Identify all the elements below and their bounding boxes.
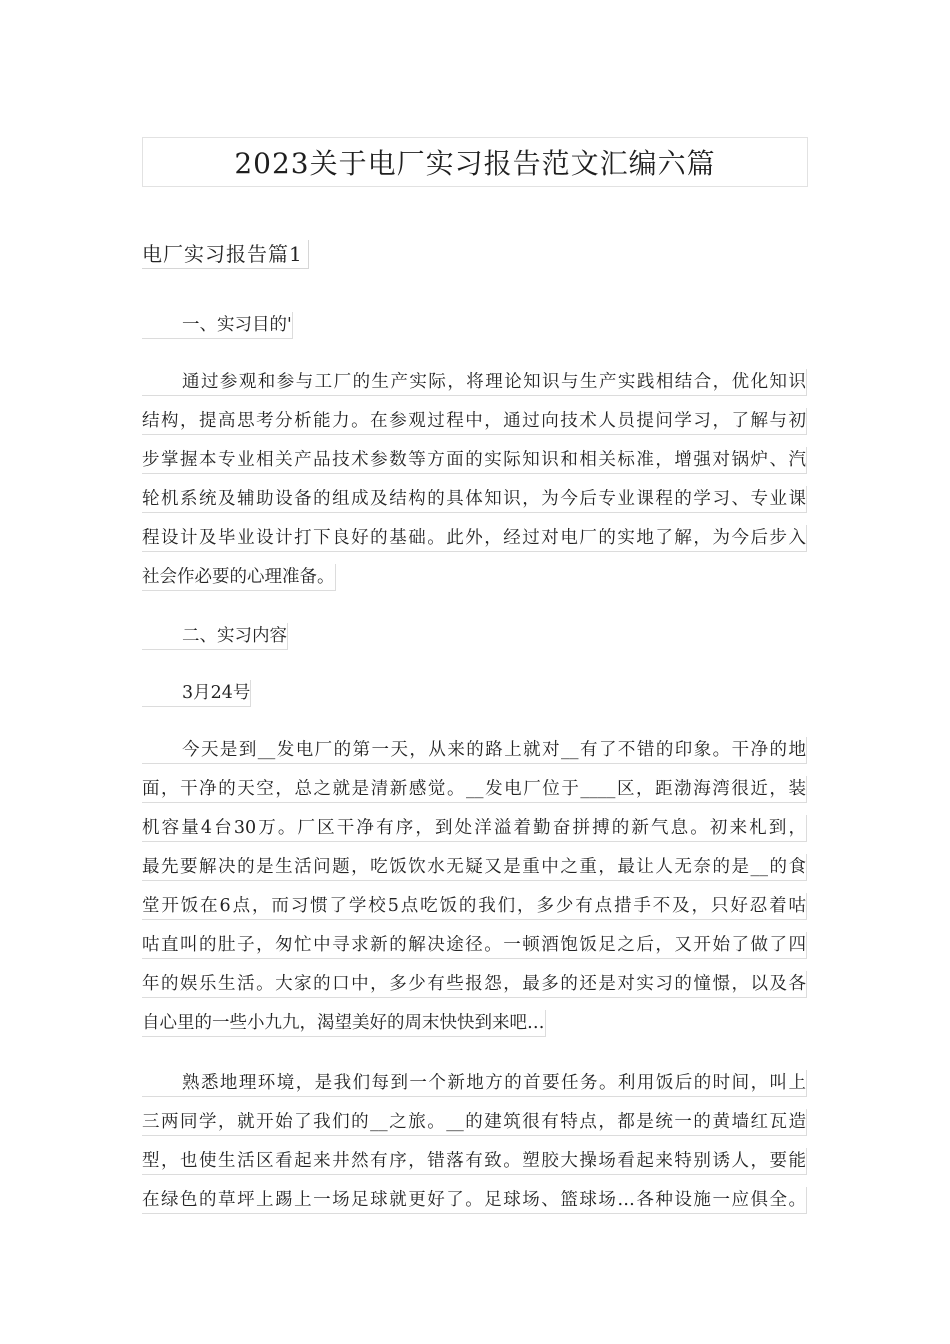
- env-line: 三两同学，就开始了我们的__之旅。__的建筑很有特点，都是统一的黄墙红瓦造: [142, 1109, 807, 1136]
- day1-line: 自心里的一些小九九，渴望美好的周末快快到来吧…: [142, 1010, 546, 1037]
- purpose-line: 结构，提高思考分析能力。在参观过程中，通过向技术人员提问学习，了解与初: [142, 408, 807, 435]
- day1-line: 咕直叫的肚子，匆忙中寻求新的解决途径。一顿酒饱饭足之后，又开始了做了四: [142, 932, 807, 959]
- document-title: 2023关于电厂实习报告范文汇编六篇: [234, 147, 716, 180]
- day1-line: 面，干净的天空，总之就是清新感觉。__发电厂位于____区，距渤海湾很近，装: [142, 776, 807, 803]
- date-heading: 3月24号: [142, 680, 251, 707]
- day1-line: 机容量4台30万。厂区干净有序，到处洋溢着勤奋拼搏的新气息。初来札到，: [142, 815, 807, 842]
- section-heading: 电厂实习报告篇1: [142, 240, 309, 269]
- env-line: 型，也使生活区看起来井然有序，错落有致。塑胶大操场看起来特别诱人，要能: [142, 1148, 807, 1175]
- purpose-line: 社会作必要的心理准备。: [142, 564, 336, 591]
- purpose-line: 通过参观和参与工厂的生产实际，将理论知识与生产实践相结合，优化知识: [142, 369, 807, 396]
- purpose-line: 步掌握本专业相关产品技术参数等方面的实际知识和相关标准，增强对锅炉、汽: [142, 447, 807, 474]
- title-box: [142, 137, 808, 187]
- env-line: 熟悉地理环境，是我们每到一个新地方的首要任务。利用饭后的时间，叫上: [142, 1070, 807, 1097]
- day1-line: 今天是到__发电厂的第一天，从来的路上就对__有了不错的印象。干净的地: [142, 737, 807, 764]
- day1-line: 最先要解决的是生活问题，吃饭饮水无疑又是重中之重，最让人无奈的是__的食: [142, 854, 807, 881]
- env-line: 在绿色的草坪上踢上一场足球就更好了。足球场、篮球场…各种设施一应俱全。: [142, 1187, 807, 1214]
- purpose-line: 程设计及毕业设计打下良好的基础。此外，经过对电厂的实地了解，为今后步入: [142, 525, 807, 552]
- purpose-line: 轮机系统及辅助设备的组成及结构的具体知识，为今后专业课程的学习、专业课: [142, 486, 807, 513]
- purpose-heading: 一、实习目的': [142, 312, 293, 339]
- content-heading: 二、实习内容: [142, 623, 288, 650]
- day1-line: 年的娱乐生活。大家的口中，多少有些报怨，最多的还是对实习的憧憬，以及各: [142, 971, 807, 998]
- day1-line: 堂开饭在6点，而习惯了学校5点吃饭的我们，多少有点措手不及，只好忍着咕: [142, 893, 807, 920]
